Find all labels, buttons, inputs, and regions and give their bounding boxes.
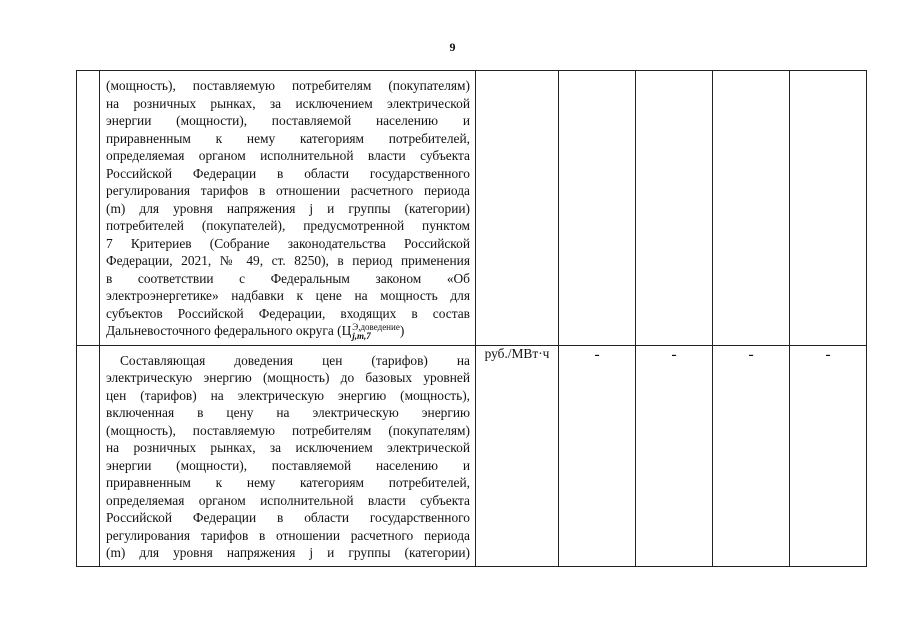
text-line: регулирования тарифов в отношении расчетного периода	[106, 527, 470, 543]
formula-line	[106, 322, 470, 341]
text-line: Составляющая доведения цен (тарифов) на	[120, 352, 470, 368]
text-line: (мощность), поставляемую потребителям (покупателям)	[106, 422, 470, 438]
text-line: (m) для уровня напряжения j и группы (категории)	[106, 545, 470, 561]
description-text	[100, 71, 475, 345]
description-cell	[100, 71, 476, 346]
value-cell: -	[713, 345, 790, 566]
text-line: 7 Критериев (Собрание законодательства Российской	[106, 235, 470, 251]
formula-subscript: j,m,7	[352, 330, 371, 341]
text-line: приравненным к нему категориям потребителей,	[106, 475, 470, 491]
unit-cell	[476, 71, 559, 346]
formula-suffix: )	[399, 323, 405, 338]
formula-superscript: Э,доведение	[352, 321, 400, 332]
text-line: определяемая органом исполнительной власти субъекта	[106, 148, 470, 163]
value-cell	[636, 71, 713, 346]
text-line: Российской Федерации в области государственного	[106, 510, 470, 526]
text-line: субъектов Российской Федерации, входящих в состав	[106, 305, 470, 321]
text-line: на розничных рынках, за исключением электрической	[106, 440, 470, 456]
formula-prefix: Дальневосточного федерального округа (Ц	[106, 323, 352, 338]
text-line: энергии (мощности), поставляемой населению и	[106, 113, 470, 128]
text-line: приравненным к нему категориям потребителей,	[106, 130, 470, 146]
text-line: электрическую энергию (мощность) до базовых уровней	[106, 370, 470, 386]
table-row	[77, 345, 867, 566]
row-number-cell	[77, 345, 100, 566]
description-cell	[100, 345, 476, 566]
text-line: в соответствии с Федеральным законом «Об	[106, 270, 470, 286]
table-row	[77, 71, 867, 346]
value-cell	[559, 71, 636, 346]
text-line: электроэнергетике» надбавки к цене на мощность для	[106, 288, 470, 303]
tariff-table	[76, 70, 867, 567]
text-line: энергии (мощности), поставляемой населению и	[106, 457, 470, 473]
description-text	[100, 346, 475, 566]
page-number: 9	[449, 40, 456, 54]
text-line: Российской Федерации в области государственного	[106, 165, 470, 181]
value-cell: -	[636, 345, 713, 566]
text-line: включенная в цену на электрическую энергию	[106, 405, 470, 421]
value-cell: -	[790, 345, 867, 566]
text-line: определяемая органом исполнительной власти субъекта	[106, 492, 470, 508]
text-line: (мощность), поставляемую потребителям (покупателям)	[106, 78, 470, 93]
text-line: цен (тарифов) на электрическую энергию (мощность),	[106, 387, 470, 403]
text-line: регулирования тарифов в отношении расчетного периода	[106, 183, 470, 198]
text-line: Федерации, 2021, № 49, ст. 8250), в период применения	[106, 253, 470, 268]
unit-text: руб./МВт·ч	[484, 345, 550, 361]
text-line: (m) для уровня напряжения j и группы (категории)	[106, 200, 470, 216]
value-cell: -	[559, 345, 636, 566]
value-cell	[713, 71, 790, 346]
text-line: потребителей (покупателей), предусмотренной пунктом	[106, 218, 470, 233]
value-cell	[790, 71, 867, 346]
row-number-cell	[77, 71, 100, 346]
unit-cell	[476, 345, 559, 566]
text-line: на розничных рынках, за исключением электрической	[106, 95, 470, 111]
